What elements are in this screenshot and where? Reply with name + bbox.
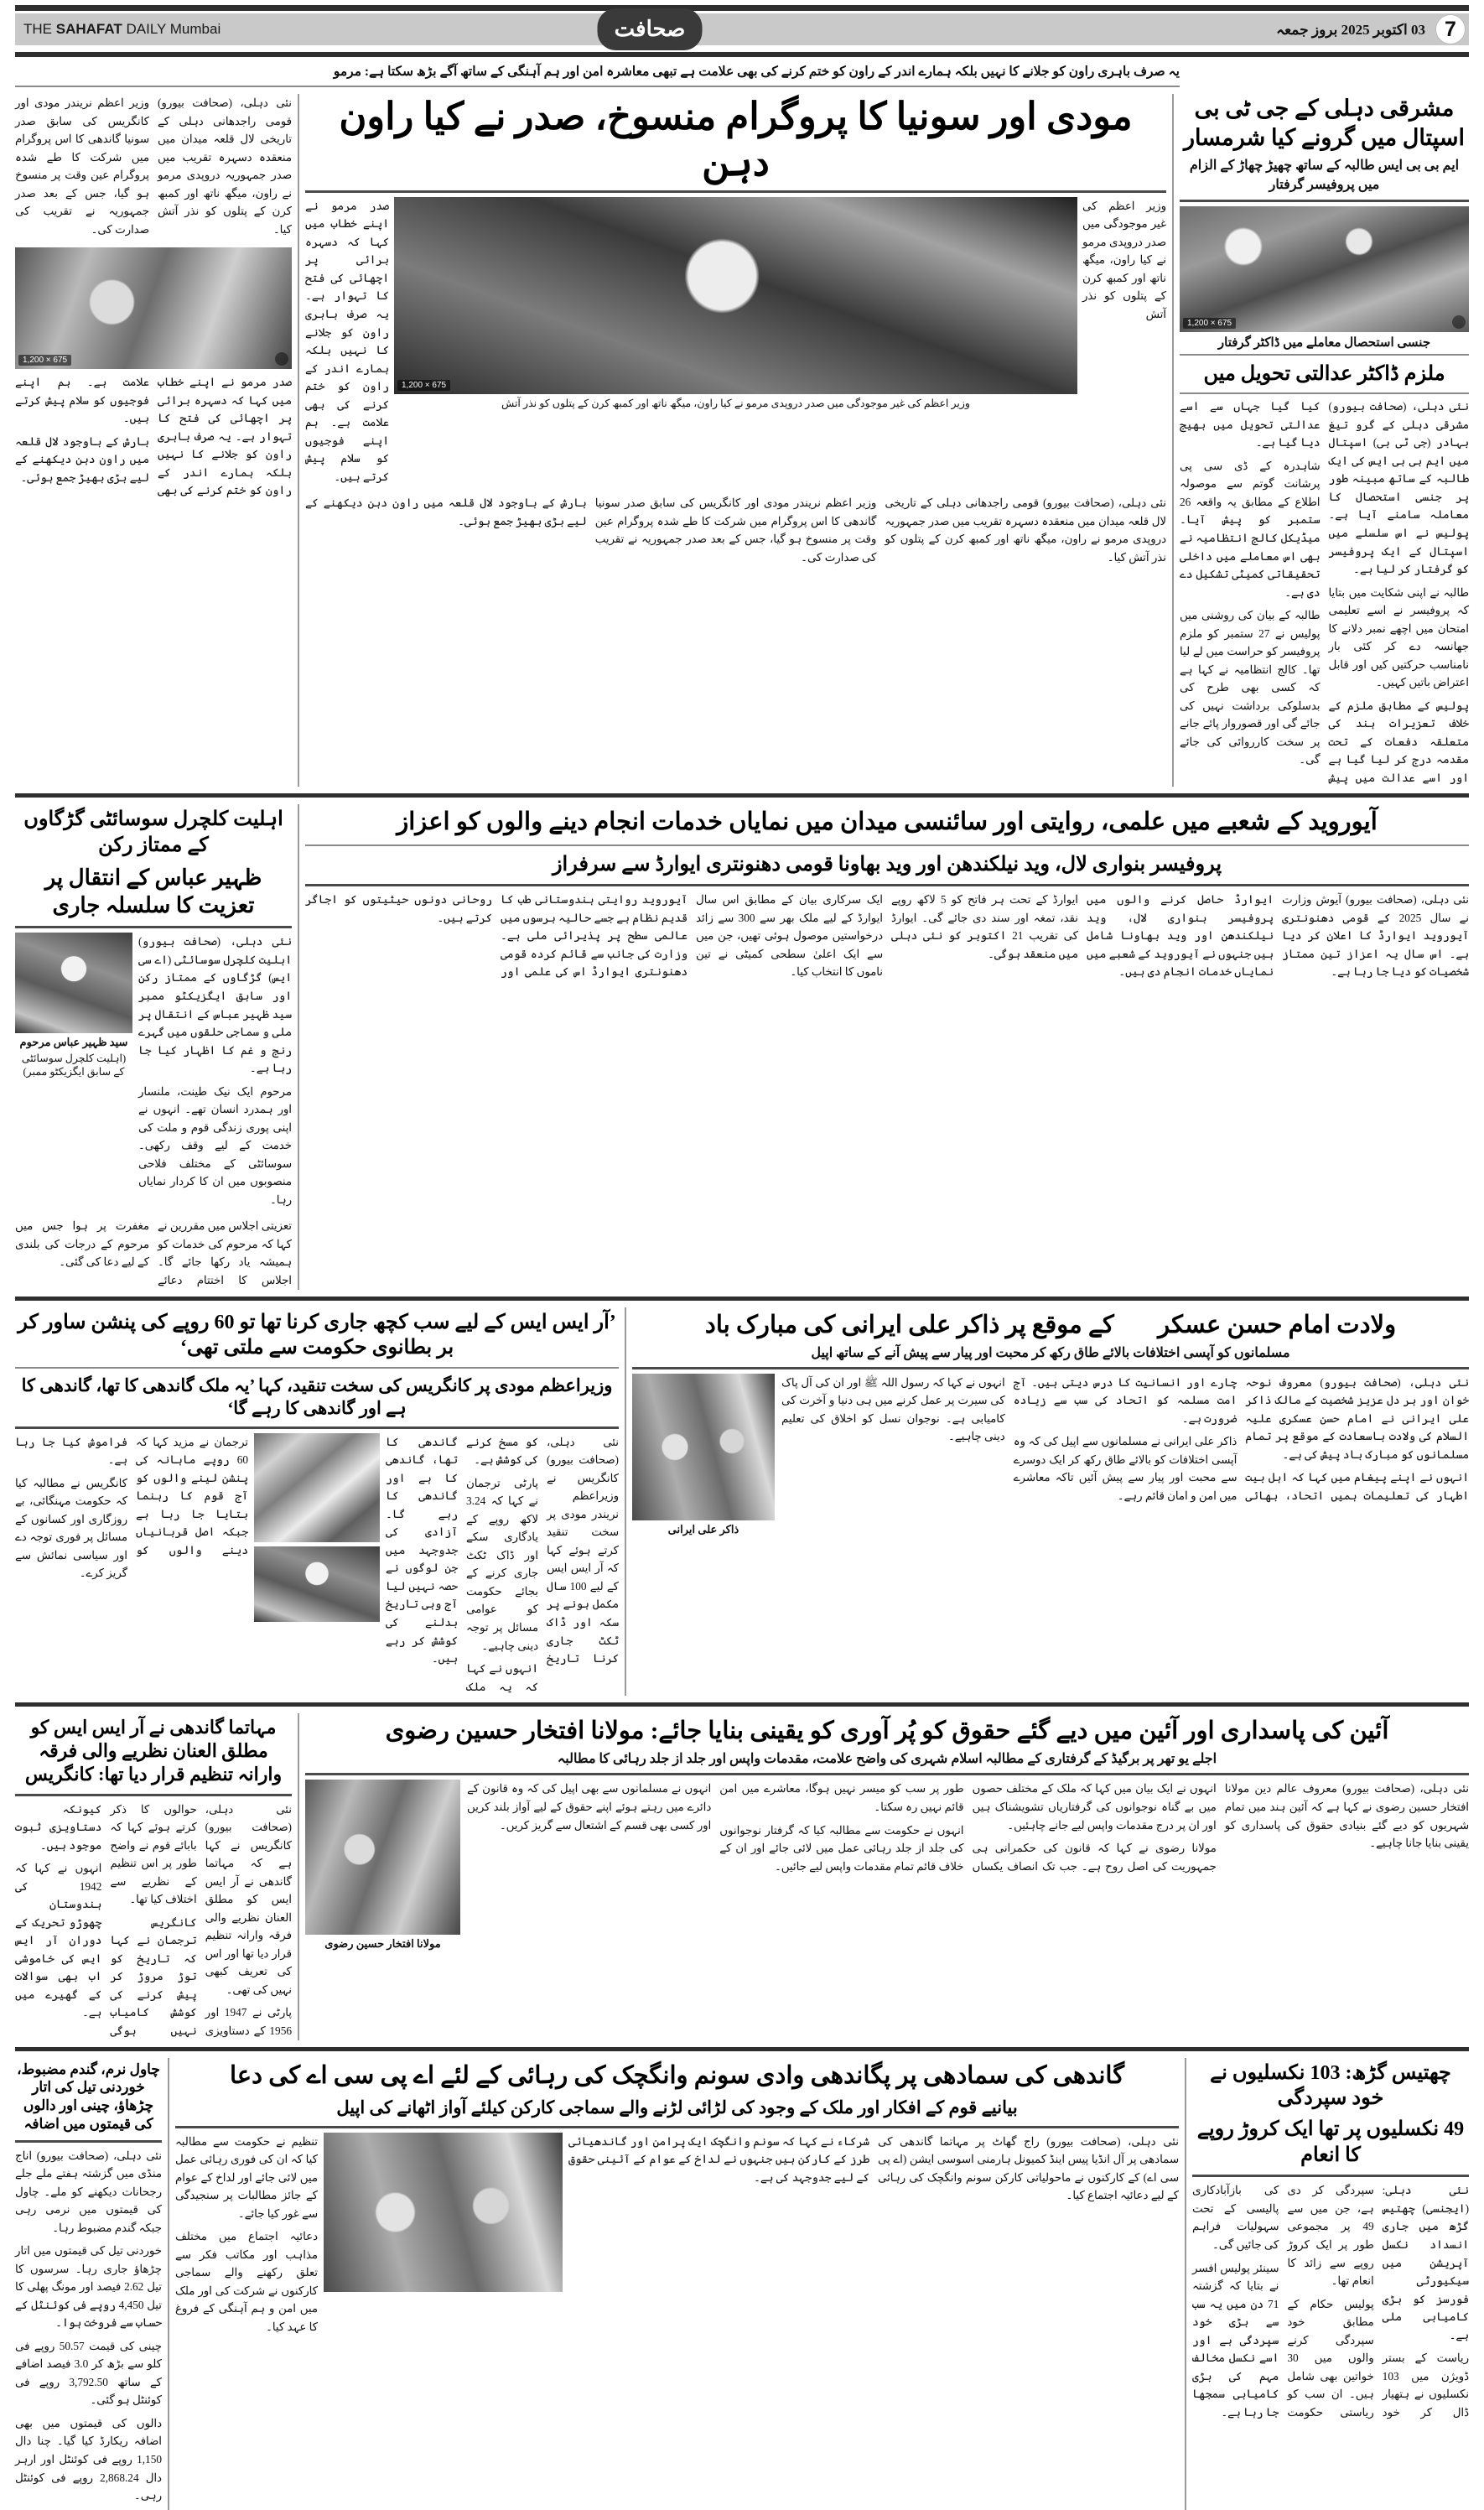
imam-headline[interactable]: ولادت امام حسن عسکریؑ کے موقع پر ذاکر علی ایرانی کی مبارک باد (704, 1311, 1397, 1338)
column-separator (298, 1713, 299, 2040)
constitution-para: انہوں نے ایک بیان میں کہا کہ ملک کے مختلف حصوں میں بے گناہ نوجوانوں کی گرفتاریاں تشویشناک ہیں اور ان پر درج مقدمات واپس لیے جانے چاہئیں۔ (972, 1782, 1217, 1832)
lead-para: وزیر اعظم کی غیر موجودگی میں صدر دروپدی مرمو نے کیا راون، میگھ ناتھ اور کمبھ کرن کے پتلوں کو نذر آتش (1082, 199, 1166, 320)
samadhi-headline[interactable]: گاندھی کی سمادھی پر پگاندھی وادی سونم وانگچک کی رہائی کے لئے اے پی سی اے کی دعا (229, 2061, 1125, 2089)
gtb-body (1180, 398, 1469, 787)
lead-side-col-a (1082, 197, 1166, 329)
ayurved-headline[interactable]: آیوروید کے شعبے میں علمی، روایتی اور سائنسی میدان میں نمایاں خدمات انجام دینے والوں کو اعزاز (397, 808, 1378, 836)
market-para: چینی کی قیمت 50.57 روپے فی کلو سے بڑھ کر 3.0 فیصد اضافے کے ساتھ 3,792.50 روپے فی کوئنٹل ہو گئی۔ (15, 2339, 162, 2407)
masthead-left-group (1276, 13, 1466, 45)
ayurved-para: ایوارڈ کے تحت ہر فاتح کو 5 لاکھ روپے نقد، تمغہ اور سند دی جائے گی۔ ایوارڈ کی تقریب 21 اکتوبر کو نئی دہلی میں منعقد ہوگی۔ (891, 893, 1078, 960)
samadhi-rule (175, 2126, 1179, 2128)
imam-inner (632, 1374, 1469, 1536)
lead-rule (305, 190, 1166, 193)
samadhi-inner (175, 2133, 1179, 2341)
story-mahatma-congress (15, 1713, 292, 2040)
lead-para: وزیر اعظم نریندر مودی اور کانگریس کی سابق صدر سونیا گاندھی کا اس پروگرام میں شرکت کا طے شدہ پروگرام عین وقت پر منسوخ ہو گیا، جس کے بعد صدر جمہوریہ نے تقریب کی صدارت کی۔ (594, 496, 877, 564)
lead-side-body-a (1082, 197, 1166, 324)
mahatma-para: نئی دہلی، (صحافت بیورو) کانگریس نے کہا ہے کہ مہاتما گاندھی نے آر ایس ایس کو مطلق العنان نظریے والی فرقہ وارانہ تنظیم قرار دیا تھا اور اس کی تعریف کبھی نہیں کی تھی۔ (205, 1802, 292, 1996)
second-section (15, 804, 1469, 1289)
column-separator (1185, 2058, 1186, 2510)
ravan-photo (15, 247, 292, 369)
ravan-para: بارش کے باوجود لال قلعہ میں راون دہن دیکھنے کے لیے بڑی بھیڑ جمع ہوئی۔ (15, 434, 149, 484)
lead-kicker: یہ صرف باہری راون کو جلانے کا نہیں بلکہ ہمارے اندر کے راون کو ختم کرنے کی بھی علامت ہے تبھی معاشرہ امن اور ہم آہنگی کے ساتھ آگے بڑھ سکتا ہے: مرمو (333, 65, 1180, 79)
lead-photo-badge: 1,200 × 675 (397, 380, 450, 391)
section-divider-1 (15, 793, 1469, 798)
market-headline[interactable]: چاول نرم، گندم مضبوط، خوردنی تیل کی اتار چڑھاؤ، چینی اور دالوں کی قیمتوں میں اضافہ (17, 2060, 160, 2132)
obit-inner (15, 933, 292, 1213)
ayurved-body (305, 891, 1469, 981)
obit-photo-wrap (15, 933, 132, 1078)
lead-headline[interactable]: مودی اور سونیا کا پروگرام منسوخ، صدر نے کیا راون دہن (339, 96, 1133, 184)
gtb-subhead: ایم بی بی ایس طالبہ کے ساتھ چھیڑ چھاڑ کے الزام میں پروفیسر گرفتار (1189, 158, 1460, 193)
page-number-badge: 7 (1435, 14, 1466, 44)
ravan-para: وزیر اعظم نریندر مودی اور کانگریس کی سابق صدر سونیا گاندھی کا اس پروگرام میں شرکت کا طے شدہ پروگرام عین وقت پر منسوخ ہو گیا، جس کے بعد صدر جمہوریہ نے تقریب کی صدارت کی۔ (15, 96, 149, 236)
mahatma-body (15, 1801, 292, 2040)
lead-photo (394, 197, 1077, 394)
gtb-para: طالبہ کے بیان کی روشنی میں پولیس نے 27 ستمبر کو ملزم پروفیسر کو حراست میں لے لیا تھا۔ کالج انتظامیہ نے کہا ہے کہ کسی بھی طرح کی بدسلوکی برداشت نہیں کی جائے گی اور قصوروار پائے جانے پر سخت کارروائی کی جائے گی۔ (1180, 609, 1321, 767)
constitution-body (467, 1780, 1469, 1875)
mahatma-rule (15, 1794, 292, 1796)
rss-para: نئی دہلی، (صحافت بیورو) کانگریس نے وزیراعظم نریندر مودی پر سخت تنقید کرتے ہوئے کہا کہ آر ایس ایس کے لیے 100 سال مکمل ہونے پر سکہ اور ڈاک ٹکٹ جاری کرنا تاریخ کو مسخ کرنے کی کوشش ہے۔ (466, 1435, 619, 1666)
imam-photo (632, 1374, 775, 1520)
market-para: دالوں کی قیمتوں میں بھی اضافہ ریکارڈ کیا گیا۔ چنا دال 1,150 روپے فی کوئنٹل اور ارہر دال 2,868.24 روپے فی کوئنٹل رہی۔ (15, 2416, 162, 2502)
column-separator (168, 2058, 169, 2510)
gtb-cap-rule (1180, 354, 1469, 356)
rss-para: کانگریس نے مطالبہ کیا کہ حکومت مہنگائی، بے روزگاری اور کسانوں کے مسائل پر فوری توجہ دے اور سیاسی نمائش سے گریز کرے۔ (15, 1476, 127, 1580)
gtb-para: شاہدرہ کے ڈی سی پی پرشانت گوتم سے موصولہ اطلاع کے مطابق یہ واقعہ 26 ستمبر کو پیش آیا۔ میڈیکل کالج انتظامیہ نے بھی اس معاملے میں داخلی تحقیقاتی کمیٹی تشکیل دے دی ہے۔ (1180, 459, 1321, 599)
story-constitution (305, 1713, 1469, 1951)
ayurved-para: ایک سرکاری بیان کے مطابق اس سال ایوارڈ کے لیے ملک بھر سے 300 سے زائد درخواستیں موصول ہوئی تھیں، جن میں سے ایک اعلیٰ سطحی کمیٹی نے تین ناموں کا انتخاب کیا۔ (696, 893, 883, 979)
chhattisgarh-rule (1192, 2175, 1469, 2177)
mahatma-para: انہوں نے کہا کہ 1942 کی ہندوستان چھوڑو تحریک کے دوران آر ایس ایس کی خاموشی اب بھی سوالات کے گھیرے میں ہے۔ (15, 1862, 102, 2019)
section-divider-4 (15, 2047, 1469, 2051)
gtb-para: پولیس کے مطابق ملزم کے خلاف تعزیرات ہند کی متعلقہ دفعات کے تحت مقدمہ درج کر لیا گیا ہے اور اسے عدالت میں پیش کیا گیا جہاں سے اسے عدالتی تحویل میں بھیج دیا گیا ہے۔ (1180, 400, 1469, 784)
third-section (15, 1307, 1469, 1697)
samadhi-body-right (175, 2133, 318, 2336)
newspaper-page (0, 5, 1484, 2502)
samadhi-para: نئی دہلی، (صحافت بیورو) راج گھاٹ پر مہاتما گاندھی کی سمادھی پر آل انڈیا پیس اینڈ کمیونل ہارمنی اسوسی ایشن (اے پی سی اے) کے کارکنوں نے ماحولیاتی کارکن سونم وانگچک کی رہائی کے لیے دعائیہ اجتماع کیا۔ (878, 2134, 1179, 2202)
masthead-band (15, 13, 1469, 45)
obit-photo-subcaption: (اہلیت کلچرل سوسائٹی کے سابق ایگزیکٹو ممبر) (21, 1052, 127, 1078)
lead-para: صدر مرمو نے اپنے خطاب میں کہا کہ دسہرہ برائی پر اچھائی کی فتح کا تہوار ہے۔ یہ صرف باہری راون کو جلانے کا نہیں بلکہ ہمارے اندر کے راون کو ختم کرنے کی بھی علامت ہے۔ ہم اپنے فوجیوں کو سلام پیش کرتے ہیں۔ (305, 199, 389, 483)
section-divider-3 (15, 1702, 1469, 1707)
lead-para: نئی دہلی، (صحافت بیورو) قومی راجدھانی دہلی کے تاریخی لال قلعہ میدان میں منعقدہ دسہرہ تقریب میں صدر جمہوریہ دروپدی مرمو نے راون، میگھ ناتھ اور کمبھ کرن کے پتلوں کو نذر آتش کیا۔ (885, 496, 1166, 564)
top-banner-spacer (1180, 62, 1469, 91)
chhattisgarh-body (1192, 2181, 1469, 2423)
rss-inner (15, 1433, 619, 1696)
ayurved-para: نئی دہلی، (صحافت بیورو) آیوش وزارت نے سال 2025 کے قومی دھنونتری آیوروید ایوارڈ کا اعلان کر دیا ہے۔ اس سال یہ اعزاز تین ممتاز شخصیات کو دیا جا رہا ہے۔ (1282, 893, 1469, 979)
obit-headline[interactable]: اہلیت کلچرل سوسائٹی گڑگاوں کے ممتاز رکن (23, 808, 283, 857)
market-rule (15, 2140, 162, 2143)
rss-body-b (15, 1433, 248, 1582)
ayurved-rule-a (305, 844, 1469, 846)
samadhi-body-a (568, 2133, 1179, 2205)
photo-corner-icon (275, 352, 288, 366)
imam-photo-wrap (632, 1374, 775, 1536)
story-chhattisgarh (1192, 2058, 1469, 2424)
constitution-inner (305, 1780, 1469, 1951)
story-ravan-photos (15, 94, 292, 500)
story-lead-ravan (305, 94, 1166, 566)
samadhi-subhead: بیانیے قوم کے افکار اور ملک کے وجود کی لڑائی لڑنے والے سماجی کارکن کیلئے آواز اٹھانے کی اپیل (336, 2097, 1018, 2118)
chhattisgarh-para: سینئر پولیس افسر نے بتایا کہ گزشتہ 71 دن میں یہ سب سے بڑی خود سپردگی ہے اور اسے نکسل مخالف مہم کی بڑی کامیابی سمجھا جا رہا ہے۔ (1192, 2261, 1279, 2419)
constitution-para: انہوں نے حکومت سے مطالبہ کیا کہ گرفتار نوجوانوں کی جلد از جلد رہائی عمل میں لائی جائے اور ان کے خلاف قائم تمام مقدمات واپس لیے جائیں۔ (719, 1823, 964, 1873)
samadhi-para: دعائیہ اجتماع میں مختلف مذاہب اور مکاتب فکر سے تعلق رکھنے والے سماجی کارکنوں نے شرکت کی اور ملک میں امن و ہم آہنگی کے فروغ کا عہد کیا۔ (175, 2230, 318, 2333)
constitution-photo-caption: مولانا افتخار حسین رضوی (324, 1937, 441, 1951)
gtb-photo (1180, 206, 1469, 332)
obit-para: تعزیتی اجلاس میں مقررین نے کہا کہ مرحوم کی خدمات کو ہمیشہ یاد رکھا جائے گا۔ اجلاس کا اختتام دعائے مغفرت پر ہوا جس میں مرحوم کے درجات کی بلندی کے لیے دعا کی گئی۔ (15, 1219, 292, 1286)
obit-subhead: ظہیر عباس کے انتقال پر تعزیت کا سلسلہ جاری (44, 865, 262, 918)
rss-rule-b (15, 1426, 619, 1429)
rss-photo-portrait (254, 1433, 380, 1542)
story-market (15, 2058, 162, 2510)
samadhi-photo-wrap (324, 2133, 563, 2292)
story-gtb-hospital (1180, 94, 1469, 787)
chhattisgarh-headline[interactable]: چھتیس گڑھ: 103 نکسلیوں نے خود سپردگی (1210, 2061, 1451, 2110)
samadhi-para: تنظیم نے حکومت سے مطالبہ کیا کہ ان کی فوری رہائی عمل میں لائی جائے اور لداخ کے عوام کے جائز مطالبات پر سنجیدگی سے غور کیا جائے۔ (175, 2134, 318, 2220)
story-imam-askari (632, 1307, 1469, 1536)
top-banner-row (15, 62, 1469, 91)
samadhi-body-left (568, 2133, 1179, 2205)
obit-body-wrap (138, 933, 292, 1213)
ravan-body-bottom (15, 373, 292, 500)
rss-body-right (15, 1433, 248, 1582)
obit-photo-caption: سید ظہیر عباس مرحوم (19, 1036, 128, 1049)
story-obituary (15, 804, 292, 1289)
rss-photo-gandhi (254, 1546, 380, 1622)
sahafat-logo[interactable]: صحافت (598, 8, 703, 50)
kicker-rule (15, 86, 1180, 87)
market-para: خوردنی تیل کی قیمتوں میں اتار چڑھاؤ جاری رہا۔ سرسوں کا تیل 2.62 فیصد اور مونگ پھلی کا تیل 4,450 روپے فی کوئنٹل کے حساب سے فروخت ہوا۔ (15, 2244, 163, 2330)
column-separator (298, 804, 299, 1289)
masthead-bottom-rule (15, 52, 1469, 57)
english-title-text (23, 21, 221, 38)
rss-para: انہوں نے کہا کہ یہ ملک گاندھی کا تھا، گاندھی کا ہے اور گاندھی کا رہے گا۔ آزادی کی جدوجہد میں جن لوگوں نے حصہ نہیں لیا آج وہی تاریخ بدلنے کی کوشش کر رہے ہیں۔ (386, 1435, 538, 1693)
rss-body-a (386, 1433, 619, 1696)
ravan-body-top (15, 94, 292, 243)
gtb-band-headline[interactable]: ملزم ڈاکٹر عدالتی تحویل میں (1203, 362, 1445, 385)
samadhi-body-b (175, 2133, 318, 2341)
samadhi-para: شرکاء نے کہا کہ سونم وانگچک ایک پرامن اور گاندھیائی طرز کے کارکن ہیں جنہوں نے لداخ کے عوام کے آئینی حقوق کے لیے جدوجہد کی ہے۔ (568, 2134, 869, 2184)
photo-corner-icon (1452, 315, 1466, 329)
ayurved-para: ایوارڈ حاصل کرنے والوں میں پروفیسر بنواری لال، وید نیلکندھن اور وید بھاونا شامل ہیں جنہوں نے آیوروید کے شعبے میں نمایاں خدمات انجام دی ہیں۔ (1087, 893, 1274, 979)
rss-photo-wrap (254, 1433, 380, 1622)
ravan-para: صدر مرمو نے اپنے خطاب میں کہا کہ دسہرہ برائی پر اچھائی کی فتح کا تہوار ہے۔ یہ صرف باہری راون کو جلانے کا نہیں بلکہ ہمارے اندر کے راون کو ختم کرنے کی بھی علامت ہے۔ ہم اپنے فوجیوں کو سلام پیش کرتے ہیں۔ (15, 376, 292, 497)
market-body (15, 2147, 162, 2505)
lead-photo-wrap (394, 197, 1077, 410)
rss-para: ترجمان نے مزید کہا کہ 60 روپے ماہانہ کی پنشن لینے والوں کو آج قوم کا رہنما بتایا جا رہا ہے جبکہ اصل قربانیاں دینے والوں کو فراموش کیا جا رہا ہے۔ (15, 1435, 248, 1556)
gtb-headline[interactable]: مشرقی دہلی کے جی ٹی بی اسپتال میں گرونے کیا شرمسار (1183, 96, 1466, 151)
gtb-para: طالبہ نے اپنی شکایت میں بتایا کہ پروفیسر نے اسے تعلیمی امتحان میں اچھے نمبر دلانے کا جھانسہ دے کر کئی بار نامناسب حرکتیں کیں اور قابل اعتراض باتیں کہیں۔ (1328, 585, 1469, 689)
section-divider-2 (15, 1297, 1469, 1301)
constitution-rule (305, 1773, 1469, 1775)
imam-rule (632, 1367, 1469, 1369)
ayurved-para: آیوروید روایتی ہندوستانی طب کا قدیم نظام ہے جسے حالیہ برسوں میں عالمی سطح پر پذیرائی ملی ہے۔ وزارت کی جانب سے قائم کردہ قومی دھنونتری ایوارڈ اس کی علمی اور روحانی دونوں حیثیتوں کو اجاگر کرتے ہیں۔ (305, 893, 688, 979)
story-rss-congress (15, 1307, 619, 1697)
gtb-photo-caption: جنسی استحصال معاملے میں ڈاکٹر گرفتار (1217, 335, 1431, 350)
lead-para: بارش کے باوجود لال قلعہ میں راون دہن دیکھنے کے لیے بڑی بھیڑ جمع ہوئی۔ (305, 496, 587, 527)
lead-kicker-wrap (15, 62, 1180, 91)
dateline: 03 اکتوبر 2025 بروز جمعہ (1276, 21, 1425, 38)
obit-photo (15, 933, 132, 1033)
imam-para: ذاکر علی ایرانی نے مسلمانوں سے اپیل کی کہ وہ آپسی اختلافات کو بالائے طاق رکھ کر ایک دوسرے سے محبت اور پیار سے پیش آئیں تاکہ معاشرے میں امن و امان قائم رہے۔ (1013, 1435, 1238, 1502)
obit-body-2 (15, 1217, 292, 1289)
constitution-subhead: اجلے یو تھر پر برگیڈ کے گرفتاری کے مطالبہ اسلام شہری کی واضح علامت، مقدمات واپس اور جلد از جلد رہائی کا مطالبہ (557, 1752, 1217, 1767)
lead-photo-caption: وزیر اعظم کی غیر موجودگی میں صدر دروپدی مرمو نے کیا راون، میگھ ناتھ اور کمبھ کرن کے پتلوں کو نذر آتش (501, 397, 970, 409)
masthead-english-title (23, 13, 221, 45)
ravan-para: نئی دہلی، (صحافت بیورو) قومی راجدھانی دہلی کے تاریخی لال قلعہ میدان میں منعقدہ دسہرہ تقریب میں صدر جمہوریہ دروپدی مرمو نے راون، میگھ ناتھ اور کمبھ کرن کے پتلوں کو نذر آتش کیا۔ (158, 96, 292, 236)
imam-subhead: مسلمانوں کو آپسی اختلافات بالائے طاق رکھ کر محبت اور پیار سے پیش آنے کے ساتھ اپیل (811, 1345, 1290, 1360)
column-separator (1172, 94, 1174, 787)
lead-side-col-b (305, 197, 389, 491)
constitution-para: مولانا رضوی نے کہا کہ قانون کی حکمرانی ہی جمہوریت کی اصل روح ہے۔ جب تک انصاف یکساں طور پر سب کو میسر نہیں ہوگا، معاشرے میں امن قائم نہیں رہ سکتا۔ (719, 1782, 1217, 1873)
column-separator (625, 1307, 626, 1697)
rss-headline[interactable]: ’آر ایس ایس کے لیے سب کچھ جاری کرنا تھا تو 60 روپے کی پنشن ساور کر بر بطانوی حکومت سے ملتی تھی‘ (18, 1311, 616, 1359)
chhattisgarh-subhead: 49 نکسلیوں پر تھا ایک کروڑ روپے کا انعام (1196, 2118, 1465, 2166)
gtb-photo-badge: 1,200 × 675 (1183, 318, 1236, 329)
mahatma-headline[interactable]: مہاتما گاندھی نے آر ایس ایس کو مطلق العنان نظریے والی فرقہ وارانہ تنظیم قرار دیا تھا: کانگریس (24, 1717, 283, 1785)
constitution-photo-wrap (305, 1780, 460, 1951)
chhattisgarh-para: پولیس حکام کے مطابق خود سپردگی کرنے والوں میں 30 خواتین بھی شامل ہیں۔ ان سب کو ریاستی حکومت کی بازآبادکاری پالیسی کے تحت سہولیات فراہم کی جائیں گی۔ (1192, 2184, 1374, 2419)
chhattisgarh-para: ریاست کے بستر ڈویژن میں 103 نکسلیوں نے ہتھیار ڈال کر خود سپردگی کر دی ہے، جن میں سے 49 پر مجموعی طور پر ایک کروڑ روپے سے زائد کا انعام تھا۔ (1287, 2184, 1469, 2419)
imam-para: نئی دہلی، (صحافت بیورو) معروف نوحہ خوان اور ہر دل عزیز شخصیت کے مالک ذاکر علی ایرانی نے امام حسن عسکری علیہ السلام کی ولادت باسعادت کے موقع پر تمام مسلمانوں کو مبارک باد پیش کی ہے۔ (1245, 1375, 1469, 1461)
fourth-section (15, 1713, 1469, 2040)
constitution-photo (305, 1780, 460, 1935)
rss-body-left (386, 1433, 619, 1696)
lead-inner-row (305, 197, 1166, 491)
imam-para: انہوں نے کہا کہ رسول اللہ ﷺ اور ان کی آل پاک کی سیرت پر عمل کرنے میں ہی دنیا و آخرت کی کامیابی ہے۔ نوجوان نسل کو اخلاق کی تعلیم دینی چاہیے۔ (781, 1375, 1005, 1443)
chhattisgarh-para: نئی دہلی: (ایجنسی) چھتیس گڑھ میں جاری انسداد نکسل آپریشن میں سیکیورٹی فورسز کو بڑی کامیابی ملی ہے۔ (1382, 2184, 1469, 2341)
english-brand: SAHAFAT (55, 21, 122, 37)
story-ayurved (305, 804, 1469, 980)
mahatma-para: پارٹی نے 1947 اور 1956 کے دستاویزی حوالوں کا ذکر کرتے ہوئے کہا کہ بابائے قوم نے واضح طور پر اس تنظیم کے نظریے سے اختلاف کیا تھا۔ (110, 1802, 292, 2037)
lead-side-body-b (305, 197, 389, 486)
market-para: نئی دہلی، (صحافت بیورو) اناج منڈی میں گزشتہ ہفتے ملے جلے رجحانات دیکھنے کو ملے۔ چاول کی قیمتوں میں نرمی رہی جبکہ گندم مضبوط رہا۔ (15, 2149, 162, 2234)
constitution-para: نئی دہلی، (صحافت بیورو) معروف عالم دین مولانا افتخار حسین رضوی نے کہا ہے کہ آئین ہند میں تمام شہریوں کو دیے گئے بنیادی حقوق کی پاسداری کو یقینی بنایا جانا چاہیے۔ (1224, 1782, 1469, 1850)
gtb-rule (1180, 200, 1469, 202)
rss-para: پارٹی ترجمان نے کہا کہ 3.24 لاکھ روپے کے یادگاری سکے اور ڈاک ٹکٹ جاری کرنے کے بجائے حکومت کو عوامی مسائل پر توجہ دینی چاہیے۔ (466, 1476, 538, 1652)
rss-rule-a (15, 1367, 619, 1369)
ayurved-subhead: پروفیسر بنواری لال، وید نیلکندھن اور وید بھاونا قومی دھنونتری ایوارڈ سے سرفراز (552, 853, 1222, 876)
imam-para: انہوں نے اپنے پیغام میں کہا کہ اہل بیت اطہار کی تعلیمات ہمیں اتحاد، بھائی چارے اور انسانیت کا درس دیتی ہیں۔ آج امت مسلمہ کو اتحاد کی سب سے زیادہ ضرورت ہے۔ (1013, 1375, 1469, 1502)
constitution-headline[interactable]: آئین کی پاسداری اور آئین میں دیے گئے حقوق کو پُر آوری کو یقینی بنایا جائے: مولانا افتخار حسین رضوی (385, 1718, 1389, 1745)
top-section (15, 94, 1469, 787)
imam-body (781, 1374, 1469, 1505)
masthead (15, 5, 1469, 49)
ayurved-rule-b (305, 884, 1469, 886)
constitution-body-a (467, 1780, 1469, 1875)
masthead-top-rule (15, 5, 1469, 11)
story-gandhi-samadhi (175, 2058, 1179, 2341)
samadhi-photo (324, 2133, 563, 2292)
english-the: THE (23, 21, 52, 37)
rss-subhead: وزیراعظم مودی پر کانگریس کی سخت تنقید، کہا ’یہ ملک گاندھی کا تھا، گاندھی کا ہے اور گاندھی کا رہے گا‘ (21, 1375, 613, 1418)
mahatma-para: کانگریس ترجمان نے کہا کہ تاریخ کو توڑ مروڑ کر پیش کرنے کی کوشش کامیاب نہیں ہوگی کیونکہ دستاویزی ثبوت موجود ہیں۔ (15, 1802, 197, 2037)
bottom-section (15, 2058, 1469, 2510)
obit-rule (15, 926, 292, 928)
lead-body (305, 494, 1166, 566)
imam-body-wrap (781, 1374, 1469, 1505)
english-tail: DAILY Mumbai (126, 21, 221, 37)
constitution-para: انہوں نے مسلمانوں سے بھی اپیل کی کہ وہ قانون کے دائرے میں رہتے ہوئے اپنے حقوق کے لیے آواز بلند کریں اور کسی بھی قسم کے اشتعال سے گریز کریں۔ (467, 1782, 712, 1832)
gtb-para: نئی دہلی، (صحافت بیورو) مشرقی دہلی کے گرو تیغ بہادر (جی ٹی بی) اسپتال میں ایم بی بی ایس کی ایک طالبہ کے ساتھ مبینہ طور پر جنسی استحصال کا معاملہ سامنے آیا ہے۔ پولیس نے اس سلسلے میں اسپتال کے ایک پروفیسر کو گرفتار کر لیا ہے۔ (1328, 400, 1469, 576)
gtb-band-rule (1180, 392, 1469, 394)
obit-para: نئی دہلی، (صحافت بیورو) اہلیت کلچرل سوسائٹی (اے سی ایس) گڑگاوں کے ممتاز رکن اور سابق ایگزیکٹو ممبر سید ظہیر عباس کے انتقال پر ملی و سماجی حلقوں میں گہرے رنج و غم کا اظہار کیا جا رہا ہے۔ (138, 935, 292, 1075)
obit-body (138, 933, 292, 1208)
ravan-photo-badge: 1,200 × 675 (18, 355, 71, 366)
obit-para: مرحوم ایک نیک طینت، ملنسار اور ہمدرد انسان تھے۔ انہوں نے اپنی پوری زندگی قوم و ملت کی خدمت کے لیے وقف رکھی۔ سوسائٹی کے مختلف فلاحی منصوبوں میں ان کا کردار نمایاں رہا۔ (138, 1084, 292, 1206)
column-separator (298, 94, 299, 787)
imam-photo-caption: ذاکر علی ایرانی (667, 1522, 739, 1536)
